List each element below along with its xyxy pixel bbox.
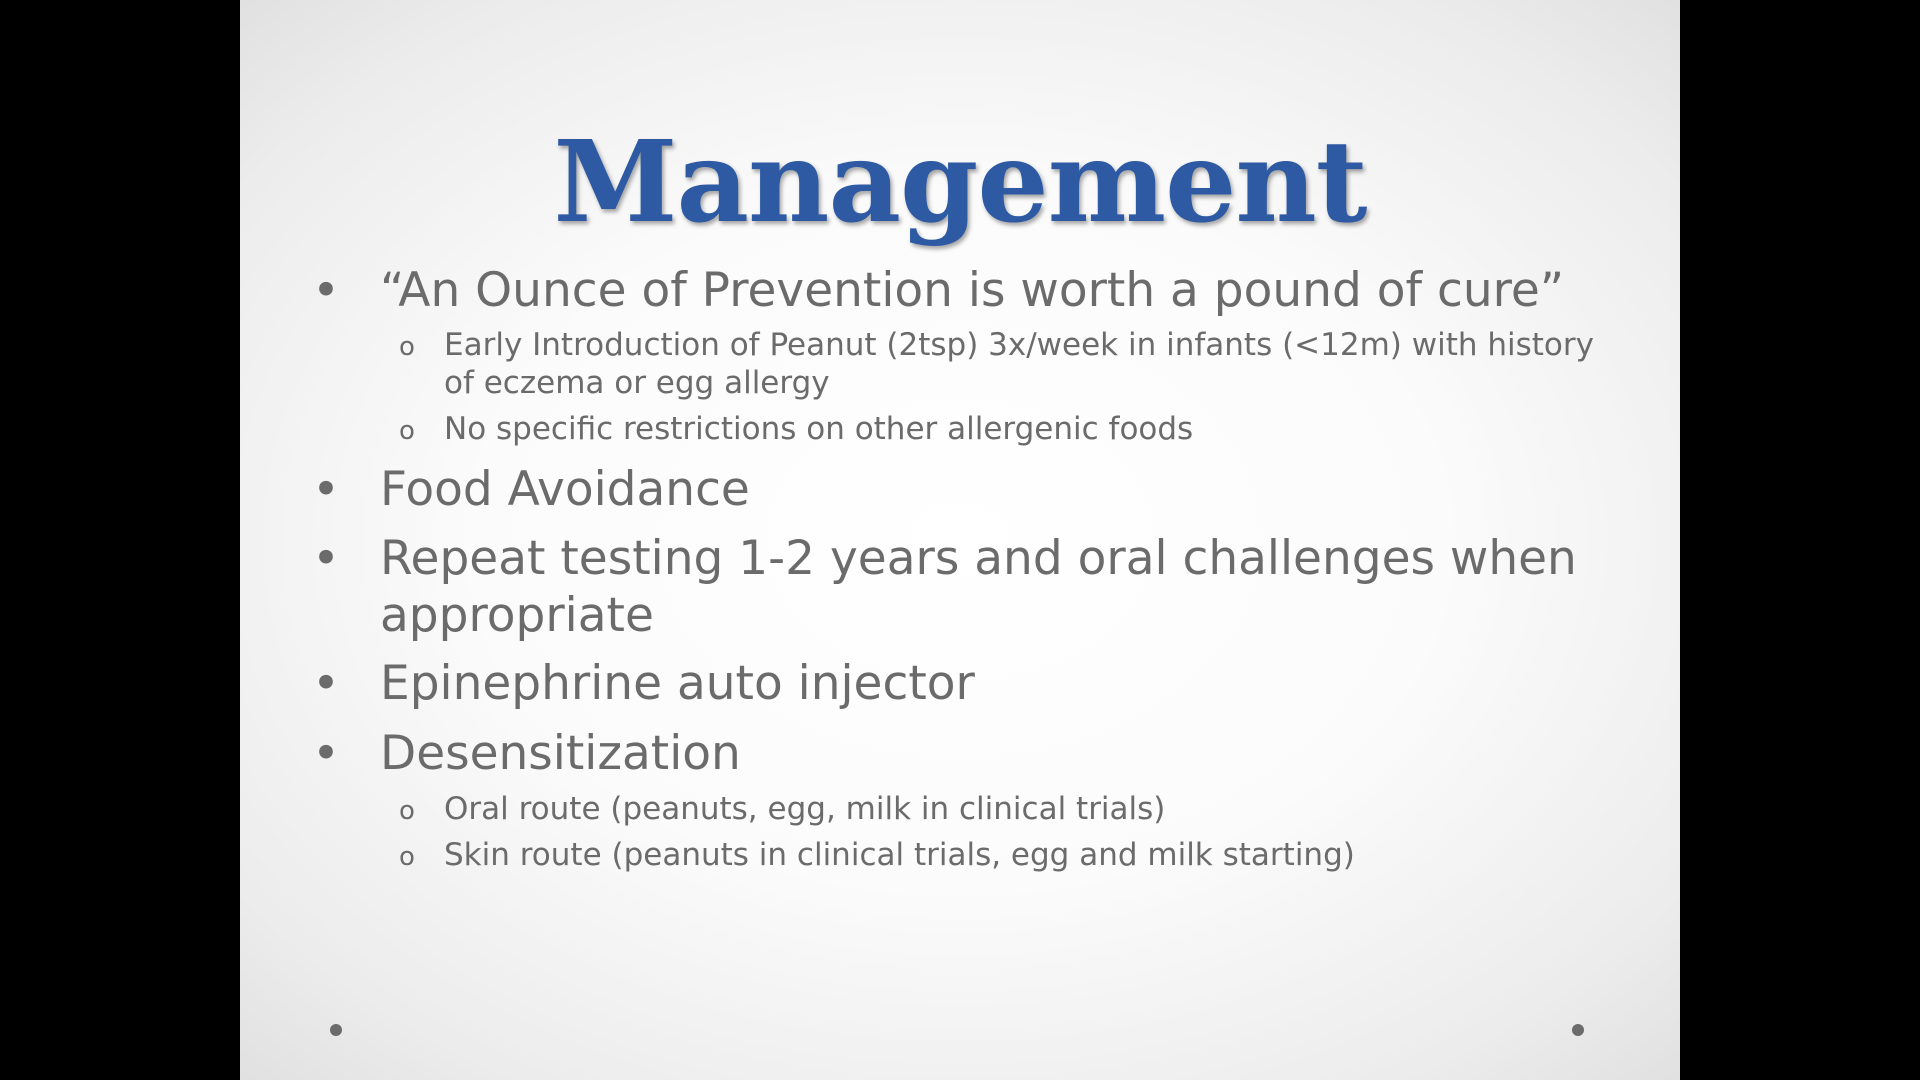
bullet-item [312,262,1580,319]
bullet-marker: • [312,263,340,318]
sub-bullet-item [399,836,1614,874]
bullet-item [312,655,1580,712]
bullet-text: Food Avoidance [380,462,750,517]
slide-title: Management [553,117,1367,248]
sub-bullet-text: Early Introduction of Peanut (2tsp) 3x/week in infants (<12m) with history of eczema or egg allergy [444,327,1594,401]
sub-bullet-marker: o [399,842,415,872]
bullet-marker: • [312,462,340,517]
sub-bullet-marker: o [399,796,415,826]
sub-bullet-item [399,410,1614,448]
bullet-text: Epinephrine auto injector [380,656,975,711]
bullet-marker: • [312,726,340,781]
bullet-item [312,461,1580,518]
slide-body [240,0,1680,1080]
bullet-text: Repeat testing 1-2 years and oral challenges when appropriate [380,531,1577,643]
corner-dot-left [330,1024,342,1036]
bullet-marker: • [312,656,340,711]
slide [240,0,1680,1080]
sub-bullet-item [399,790,1614,828]
bullet-text: Desensitization [380,726,741,781]
sub-bullet-item [399,326,1614,402]
sub-bullet-marker: o [399,416,415,446]
bullet-item [312,725,1580,782]
bullet-text: “An Ounce of Prevention is worth a pound of cure” [380,263,1565,318]
bullet-item [312,530,1580,644]
sub-bullet-marker: o [399,332,415,362]
sub-bullet-text: Skin route (peanuts in clinical trials, egg and milk starting) [444,837,1355,873]
sub-bullet-text: Oral route (peanuts, egg, milk in clinical trials) [444,791,1166,827]
corner-dot-right [1572,1024,1584,1036]
sub-bullet-text: No specific restrictions on other allergenic foods [444,411,1194,447]
bullet-marker: • [312,531,340,586]
